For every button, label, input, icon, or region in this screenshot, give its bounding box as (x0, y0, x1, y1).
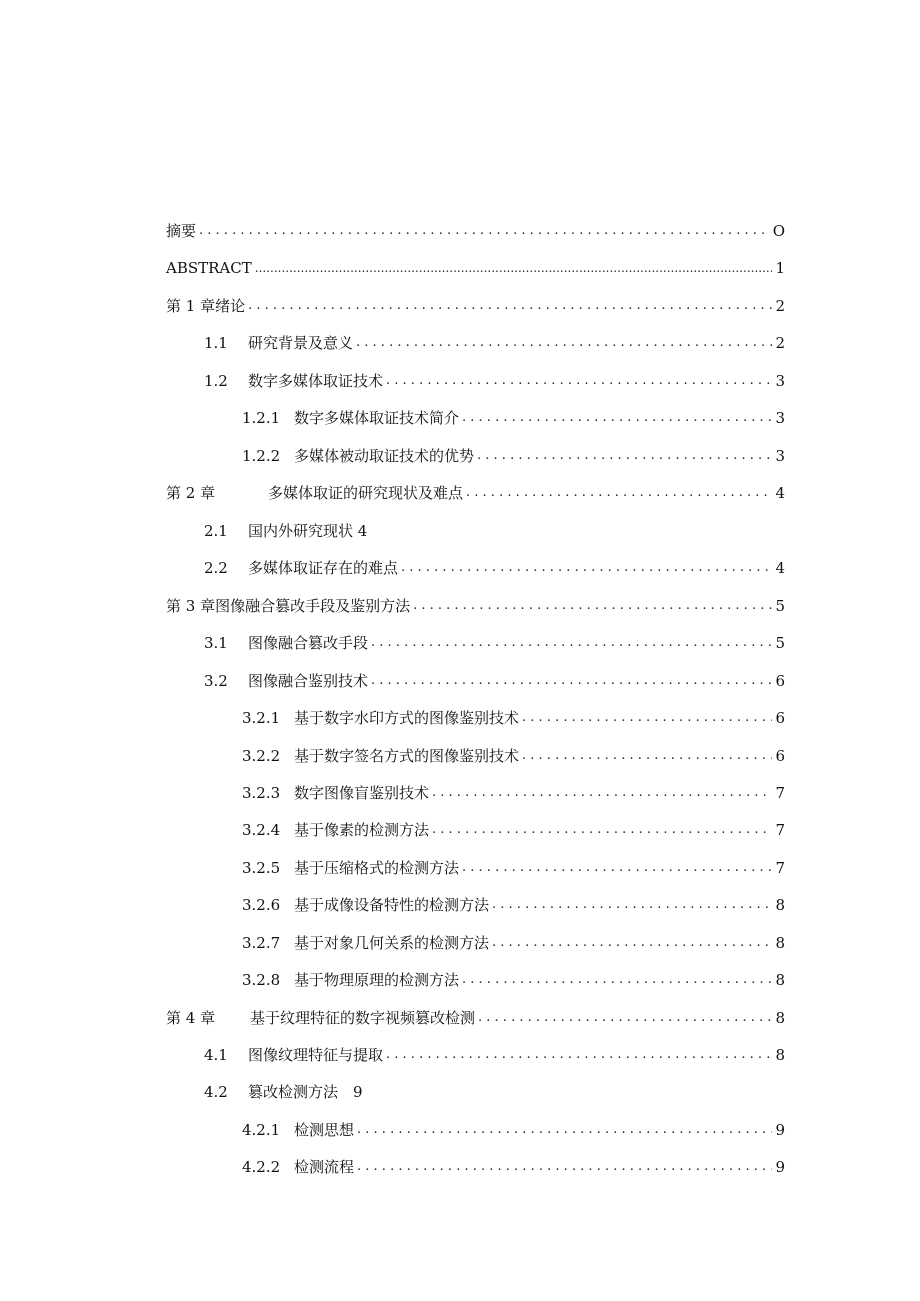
toc-entry-number: 3.2.7 (242, 934, 281, 952)
toc-entry-title: 基于对象几何关系的检测方法 (294, 934, 490, 952)
dot-leader (199, 219, 770, 243)
toc-entry-title: 研究背景及意义 (248, 334, 354, 352)
toc-entry-abstract-cn[interactable] (166, 219, 785, 243)
toc-entry-title: 图像纹理特征与提取 (248, 1046, 384, 1064)
toc-entry-section-3-2[interactable] (204, 669, 785, 693)
toc-entry-section-1-2[interactable] (204, 369, 785, 393)
dot-leader (357, 1118, 772, 1142)
toc-entry-page: 3 (775, 372, 785, 390)
toc-entry-page: 9 (775, 1158, 785, 1176)
toc-entry-page: 3 (775, 409, 785, 427)
toc-entry-title: 摘要 (166, 222, 197, 240)
toc-entry-number: 3.2.3 (242, 784, 281, 802)
toc-entry-page: 2 (775, 297, 785, 315)
dot-leader (477, 444, 772, 468)
dot-leader (478, 1006, 772, 1030)
toc-entry-number: 第 2 章 (166, 484, 216, 502)
toc-entry-title: 数字多媒体取证技术 (248, 372, 384, 390)
toc-entry-page: O (772, 222, 785, 240)
toc-entry-abstract-en[interactable] (166, 256, 785, 280)
toc-entry-page: 9 (775, 1121, 785, 1139)
toc-entry-title: 检测流程 (294, 1158, 355, 1176)
toc-entry-section-3-2-2[interactable] (242, 744, 785, 768)
toc-entry-section-3-2-1[interactable] (242, 706, 785, 730)
toc-entry-number: 1.2.1 (242, 409, 281, 427)
dot-leader (462, 856, 772, 880)
toc-entry-section-1-2-1[interactable] (242, 406, 785, 430)
toc-entry-number: 3.2.6 (242, 896, 281, 914)
dot-leader (386, 369, 772, 393)
dot-leader (386, 1043, 772, 1067)
toc-entry-number: 2.2 (204, 559, 228, 577)
toc-entry-number: 第 4 章 (166, 1009, 216, 1027)
toc-entry-number: 1.2.2 (242, 447, 281, 465)
toc-entry-title: 数字多媒体取证技术简介 (294, 409, 460, 427)
dot-leader (371, 669, 772, 693)
dot-leader (371, 631, 772, 655)
toc-entry-number: 2.1 (204, 522, 228, 540)
toc-entry-title: 基于物理原理的检测方法 (294, 971, 460, 989)
toc-entry-section-3-2-3[interactable] (242, 781, 785, 805)
dot-leader (401, 556, 772, 580)
toc-entry-title: 基于数字水印方式的图像鉴别技术 (294, 709, 520, 727)
toc-entry-page: 4 (775, 559, 785, 577)
toc-entry-title: 基于像素的检测方法 (294, 821, 430, 839)
toc-entry-title: 第 1 章绪论 (166, 297, 246, 315)
toc-entry-number: 4.2.1 (242, 1121, 281, 1139)
dot-leader (492, 931, 772, 955)
toc-entry-number: 3.2.2 (242, 747, 281, 765)
dot-leader (255, 256, 772, 280)
toc-entry-title: 第 3 章图像融合篡改手段及鉴别方法 (166, 597, 411, 615)
toc-entry-title: 基于纹理特征的数字视频篡改检测 (250, 1009, 476, 1027)
toc-entry-page: 8 (775, 896, 785, 914)
toc-entry-title: 数字图像盲鉴别技术 (294, 784, 430, 802)
toc-entry-title: 检测思想 (294, 1121, 355, 1139)
toc-entry-number: 3.2 (204, 672, 228, 690)
toc-entry-page: 7 (775, 784, 785, 802)
toc-entry-section-3-2-4[interactable] (242, 818, 785, 842)
toc-entry-title: 图像融合篡改手段 (248, 634, 369, 652)
toc-entry-section-3-2-7[interactable] (242, 931, 785, 955)
toc-entry-number: 4.1 (204, 1046, 228, 1064)
toc-entry-section-4-2-1[interactable] (242, 1118, 785, 1142)
dot-leader (432, 781, 772, 805)
toc-entry-page: 7 (775, 821, 785, 839)
toc-entry-page: 8 (775, 934, 785, 952)
dot-leader (462, 406, 772, 430)
toc-entry-chapter-2[interactable] (166, 481, 785, 505)
toc-entry-page: 7 (775, 859, 785, 877)
toc-entry-title: 国内外研究现状 4 (248, 522, 368, 540)
toc-entry-number: 1.1 (204, 334, 228, 352)
toc-entry-section-3-2-5[interactable] (242, 856, 785, 880)
toc-entry-section-4-2[interactable] (204, 1080, 363, 1104)
toc-entry-chapter-1[interactable] (166, 294, 785, 318)
toc-entry-number: 3.1 (204, 634, 228, 652)
toc-entry-page: 1 (775, 259, 785, 277)
toc-entry-page: 6 (775, 672, 785, 690)
toc-entry-number: 3.2.8 (242, 971, 281, 989)
toc-entry-page: 5 (775, 634, 785, 652)
toc-entry-title: 多媒体取证存在的难点 (248, 559, 399, 577)
toc-entry-chapter-4[interactable] (166, 1006, 785, 1030)
toc-entry-section-4-2-2[interactable] (242, 1155, 785, 1179)
toc-entry-number: 1.2 (204, 372, 228, 390)
toc-entry-page: 8 (775, 1046, 785, 1064)
toc-entry-section-2-1[interactable] (204, 519, 367, 543)
toc-entry-title: 图像融合鉴别技术 (248, 672, 369, 690)
dot-leader (522, 706, 772, 730)
toc-entry-page: 8 (775, 971, 785, 989)
toc-entry-title: 基于压缩格式的检测方法 (294, 859, 460, 877)
toc-entry-number: 3.2.4 (242, 821, 281, 839)
toc-entry-number: 4.2 (204, 1083, 228, 1101)
toc-entry-number: 4.2.2 (242, 1158, 281, 1176)
toc-entry-section-1-2-2[interactable] (242, 444, 785, 468)
toc-entry-page: 6 (775, 709, 785, 727)
toc-entry-title: 基于成像设备特性的检测方法 (294, 896, 490, 914)
toc-entry-number: 3.2.1 (242, 709, 281, 727)
dot-leader (413, 594, 772, 618)
dot-leader (492, 893, 772, 917)
toc-entry-section-1-1[interactable] (204, 331, 785, 355)
toc-entry-page: 4 (775, 484, 785, 502)
dot-leader (522, 744, 772, 768)
toc-entry-title: 多媒体取证的研究现状及难点 (268, 484, 464, 502)
dot-leader (466, 481, 772, 505)
toc-entry-section-3-2-6[interactable] (242, 893, 785, 917)
dot-leader (357, 1155, 772, 1179)
toc-entry-page: 2 (775, 334, 785, 352)
toc-entry-section-4-1[interactable] (204, 1043, 785, 1067)
dot-leader (356, 331, 772, 355)
dot-leader (462, 968, 772, 992)
toc-entry-page: 8 (775, 1009, 785, 1027)
toc-entry-page: 3 (775, 447, 785, 465)
dot-leader (248, 294, 772, 318)
dot-leader (432, 818, 772, 842)
toc-entry-section-3-2-8[interactable] (242, 968, 785, 992)
toc-entry-section-3-1[interactable] (204, 631, 785, 655)
toc-entry-page: 6 (775, 747, 785, 765)
toc-entry-title: ABSTRACT (166, 259, 252, 277)
toc-entry-title: 篡改检测方法 9 (248, 1083, 363, 1101)
toc-entry-page: 5 (775, 597, 785, 615)
toc-entry-title: 基于数字签名方式的图像鉴别技术 (294, 747, 520, 765)
toc-entry-chapter-3[interactable] (166, 594, 785, 618)
toc-entry-title: 多媒体被动取证技术的优势 (294, 447, 475, 465)
toc-entry-number: 3.2.5 (242, 859, 281, 877)
toc-entry-section-2-2[interactable] (204, 556, 785, 580)
